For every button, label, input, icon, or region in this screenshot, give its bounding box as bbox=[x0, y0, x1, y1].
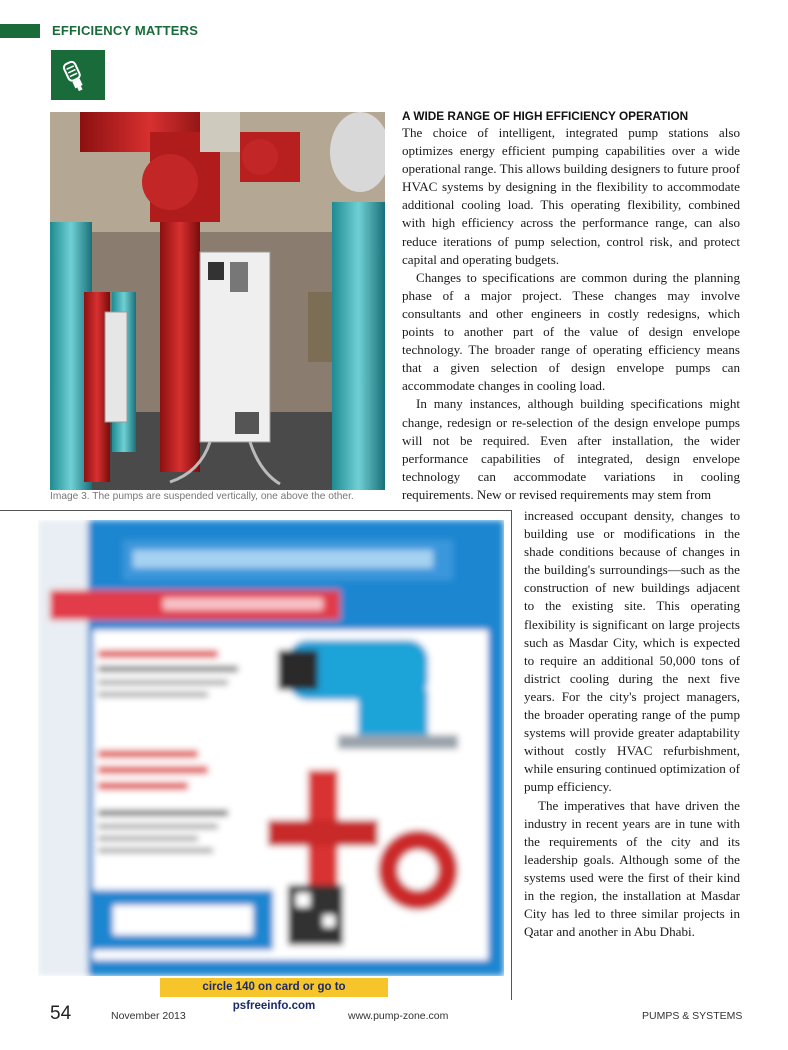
page-number: 54 bbox=[50, 1003, 72, 1024]
article-column-continued bbox=[524, 507, 740, 941]
article-subhead: A WIDE RANGE OF HIGH EFFICIENCY OPERATION bbox=[402, 109, 689, 123]
article-paragraph: Changes to specifications are common during the planning phase of a major project. These changes may involve consultants and other engineers in costly redesigns, which points to another part of the value of design envelope technology. The broader range of operating efficiency means that a given selection of design envelope pumps can accommodate changes in cooling load. bbox=[402, 269, 740, 394]
photo-caption: Image 3. The pumps are suspended vertically, one above the other. bbox=[50, 491, 354, 502]
article-paragraph: increased occupant density, changes to building use or modifications in the shade conditions because of changes in the building's surroundings—such as the construction of new buildings adjacent to the existing site. This operating flexibility is significant on large projects such as Masdar City, which is expected to require an additional 50,000 tons of district cooling during the next five years. For the city's project managers, the broader operating range of the pump systems will provide greater adaptability without costly HVAC refurbishment, while ensuring continued optimization of pump efficiency. bbox=[524, 508, 741, 795]
article-paragraph: In many instances, although building specifications might change, redesign or re-selection of the design envelope pumps will not be required. Even after installation, the wider performance capabilities of integrated, design envelope technology can accommodate variations in cooling requirements. New or revised requirements may stem from bbox=[402, 396, 740, 502]
article-column bbox=[402, 109, 740, 504]
header-accent-bar bbox=[0, 24, 40, 38]
issue-date: November 2013 bbox=[111, 1010, 186, 1022]
website-url[interactable]: www.pump-zone.com bbox=[348, 1010, 449, 1022]
ad-border-top bbox=[0, 510, 512, 511]
section-title: EFFICIENCY MATTERS bbox=[52, 23, 199, 38]
lightbulb-icon bbox=[51, 50, 105, 100]
reader-service-banner[interactable]: circle 140 on card or go to psfreeinfo.com bbox=[160, 978, 388, 997]
magazine-name: PUMPS & SYSTEMS bbox=[642, 1010, 743, 1022]
ad-border-right bbox=[511, 510, 512, 1000]
article-paragraph: The choice of intelligent, integrated pump stations also optimizes energy efficient pumping capabilities over a wide operational range. This allows building designers to future proof HVAC systems by designing in the flexibility to accommodate additional cooling load. This operating flexibility, combined with high efficiency across the performance range, can also reduce iterations of pump selection, control risk, and protect capital and operating budgets. bbox=[402, 125, 740, 267]
advertisement[interactable] bbox=[38, 520, 504, 976]
pump-room-photo bbox=[50, 112, 385, 490]
article-paragraph: The imperatives that have driven the industry in recent years are in tune with the requirements of the city and its leadership goals. Although some of the systems used were the first of their kind in the region, the installation at Masdar City has led to three similar projects in Qatar and another in Abu Dhabi. bbox=[524, 797, 740, 940]
